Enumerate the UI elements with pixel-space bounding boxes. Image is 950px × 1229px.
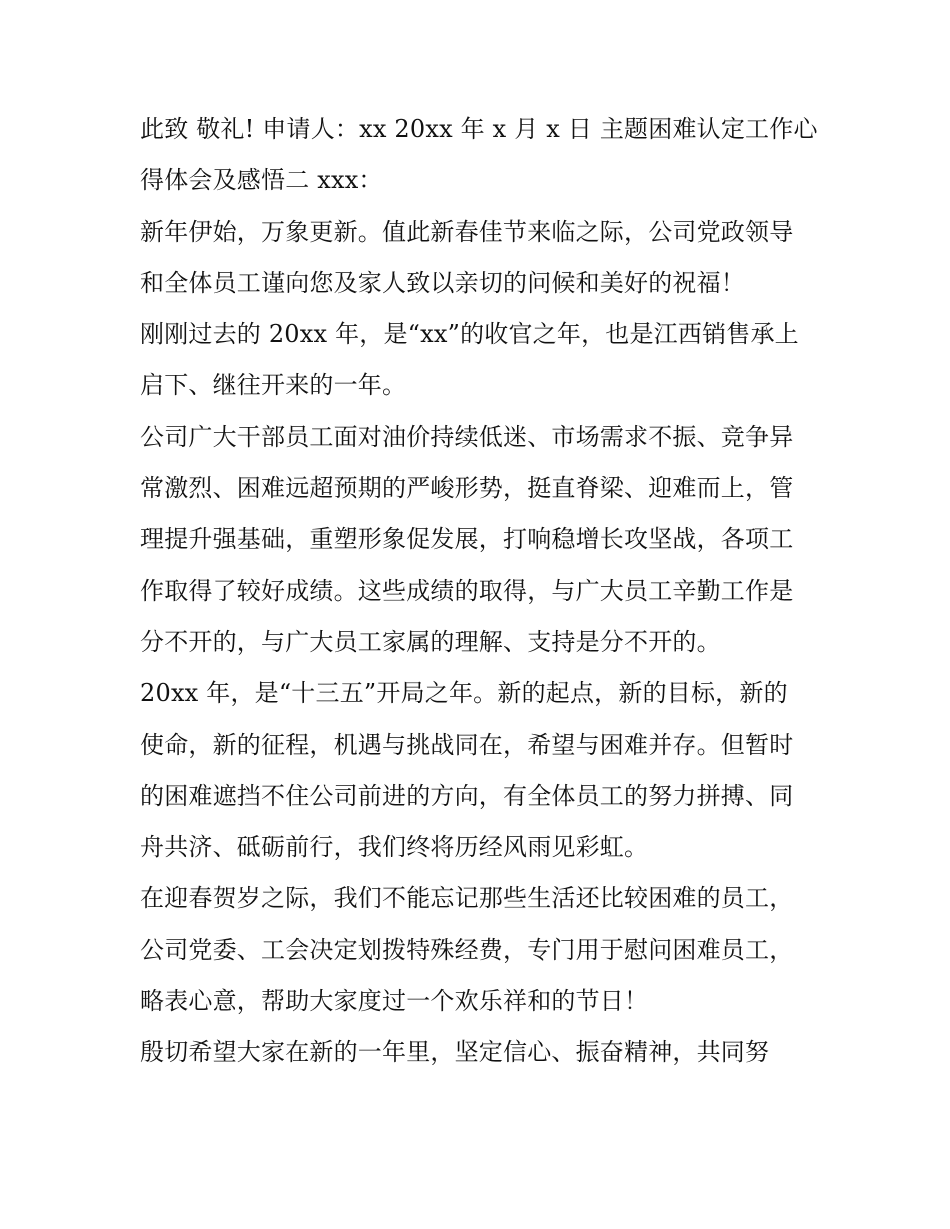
text-line: 公司广大干部员工面对油价持续低迷、市场需求不振、竞争异 (140, 422, 794, 451)
text-line: 刚刚过去的 20xx 年，是“xx”的收官之年，也是江西销售承上 (140, 320, 799, 349)
text-line: 得体会及感悟二 xxx： (140, 166, 383, 195)
text-line: 理提升强基础，重塑形象促发展，打响稳增长攻坚战，各项工 (140, 525, 794, 554)
text-line: 启下、继往开来的一年。 (140, 371, 407, 400)
text-line: 作取得了较好成绩。这些成绩的取得，与广大员工辛勤工作是 (140, 576, 794, 605)
text-line: 略表心意，帮助大家度过一个欢乐祥和的节日！ (140, 987, 649, 1016)
text-line: 新年伊始，万象更新。值此新春佳节来临之际，公司党政领导 (140, 217, 794, 246)
text-line: 舟共济、砥砺前行，我们终将历经风雨见彩虹。 (140, 833, 649, 862)
text-line: 和全体员工谨向您及家人致以亲切的问候和美好的祝福！ (140, 268, 745, 297)
text-line: 20xx 年，是“十三五”开局之年。新的起点，新的目标，新的 (140, 679, 788, 708)
document-body (140, 104, 820, 1079)
text-line: 常激烈、困难远超预期的严峻形势，挺直脊梁、迎难而上，管 (140, 474, 794, 503)
text-line: 分不开的，与广大员工家属的理解、支持是分不开的。 (140, 627, 721, 656)
text-line: 的困难遮挡不住公司前进的方向，有全体员工的努力拼搏、同 (140, 781, 794, 810)
text-line: 此致 敬礼! 申请人：xx 20xx 年 x 月 x 日 主题困难认定工作心 (140, 115, 818, 143)
text-line: 公司党委、工会决定划拨特殊经费，专门用于慰问困难员工， (140, 935, 794, 964)
text-line: 殷切希望大家在新的一年里，坚定信心、振奋精神，共同努 (140, 1038, 770, 1067)
text-line: 使命，新的征程，机遇与挑战同在，希望与困难并存。但暂时 (140, 730, 794, 759)
text-line: 在迎春贺岁之际，我们不能忘记那些生活还比较困难的员工， (140, 884, 794, 913)
